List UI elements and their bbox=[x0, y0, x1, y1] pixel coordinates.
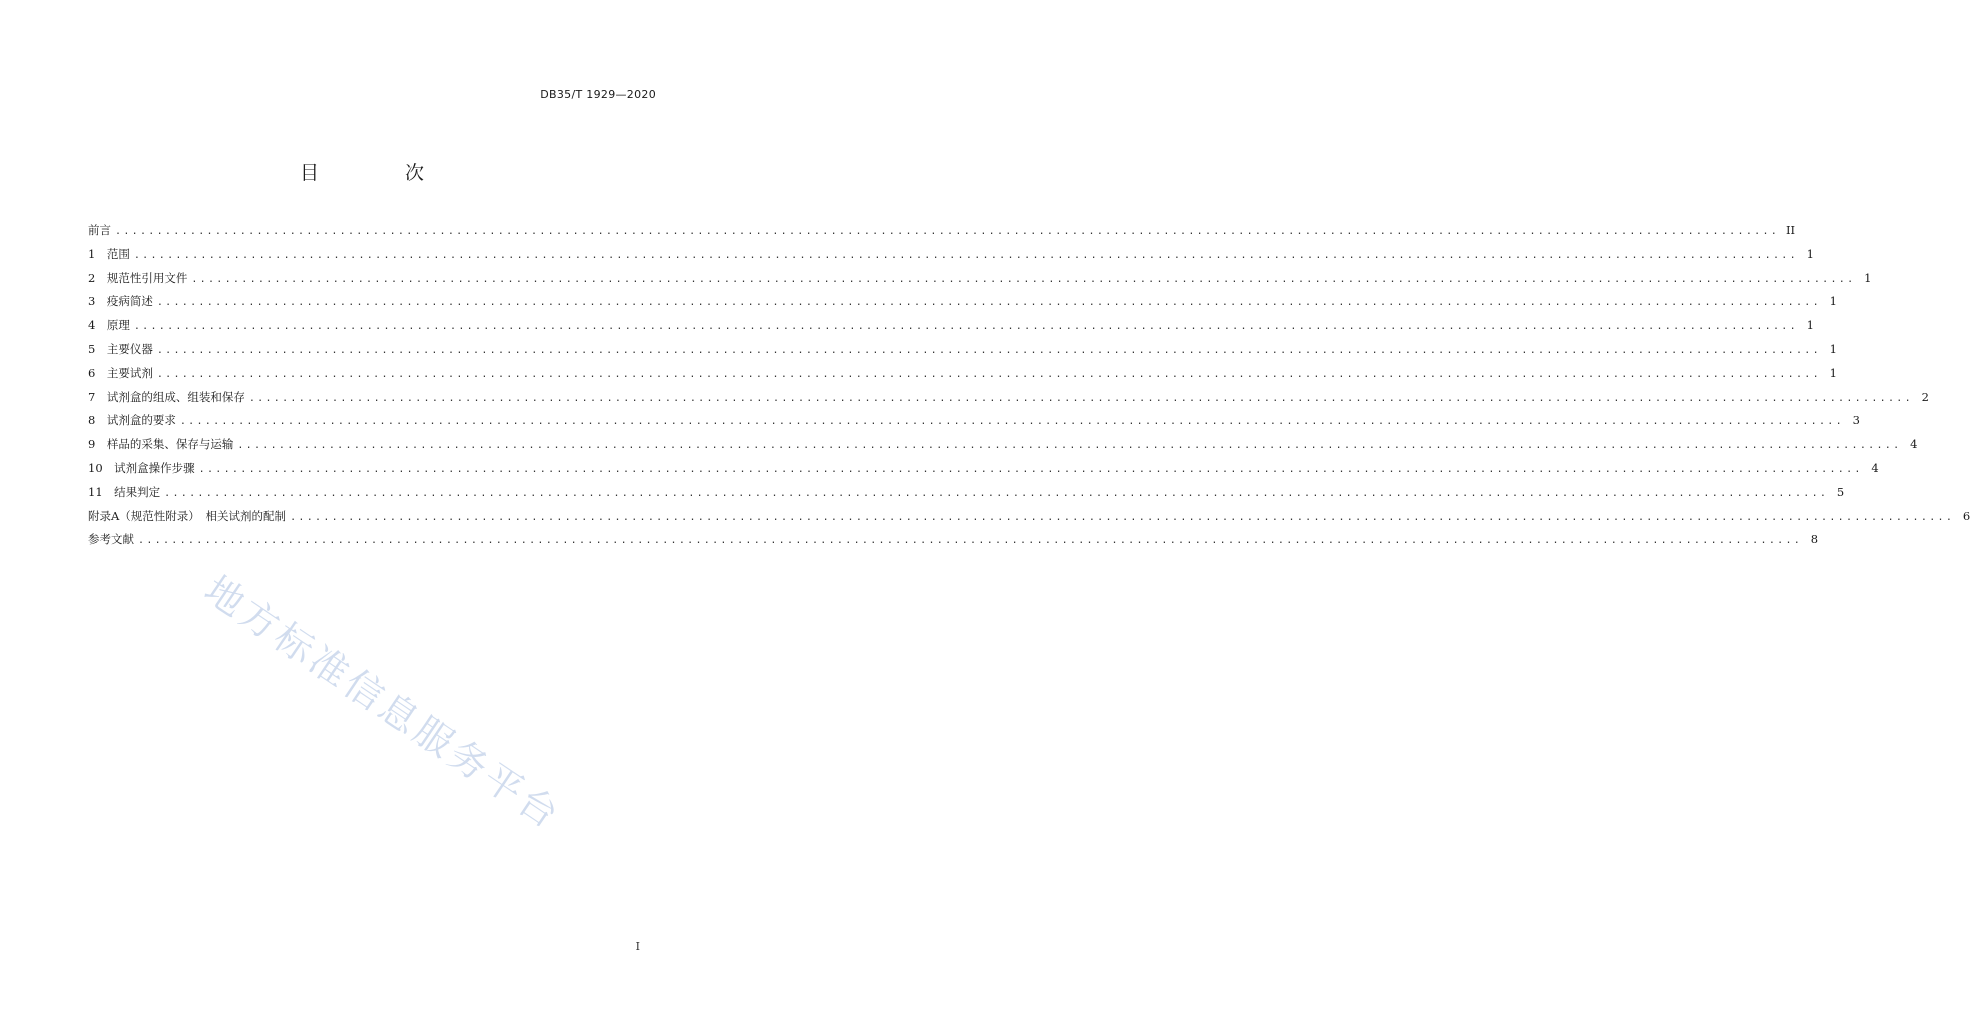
toc-entry-page: 2 bbox=[1921, 389, 1929, 404]
toc-entry[interactable] bbox=[88, 267, 1872, 291]
toc-entry[interactable] bbox=[88, 409, 1860, 433]
toc-leader-dots: ........................................................................................................................................................................................................ bbox=[115, 226, 1780, 237]
toc-entry[interactable] bbox=[88, 505, 1970, 529]
toc-entry-page: 1 bbox=[1829, 341, 1837, 356]
toc-entry-page: 5 bbox=[1836, 484, 1845, 499]
toc-entry[interactable] bbox=[88, 314, 1814, 338]
toc-entry-label: 参考文献 bbox=[88, 532, 134, 547]
toc-entry[interactable] bbox=[88, 243, 1814, 267]
toc-entry-label: 2 规范性引用文件 bbox=[88, 270, 188, 285]
toc-entry-label: 9 样品的采集、保存与运输 bbox=[88, 437, 234, 452]
toc-entry-page: 1 bbox=[1829, 294, 1837, 309]
table-of-contents bbox=[88, 219, 1970, 552]
toc-entry-page: 1 bbox=[1806, 246, 1814, 261]
toc-entry-page: 3 bbox=[1852, 413, 1860, 428]
toc-entry-page: 6 bbox=[1962, 508, 1970, 523]
toc-entry[interactable] bbox=[88, 219, 1796, 243]
toc-leader-dots: ........................................................................................................................................................................................................ bbox=[179, 416, 1844, 428]
toc-leader-dots: ........................................................................................................................................................................................................ bbox=[156, 344, 1821, 356]
toc-leader-dots: ........................................................................................................................................................................................................ bbox=[237, 440, 1902, 452]
toc-entry-label: 8 试剂盒的要求 bbox=[88, 413, 176, 428]
toc-entry-page: 1 bbox=[1864, 270, 1872, 285]
toc-entry-label: 11 结果判定 bbox=[88, 484, 161, 499]
toc-entry[interactable] bbox=[88, 457, 1879, 481]
toc-entry-page: 1 bbox=[1806, 318, 1814, 333]
toc-entry[interactable] bbox=[88, 386, 1929, 410]
toc-entry-label: 10 试剂盒操作步骤 bbox=[88, 460, 195, 475]
toc-entry-page: 4 bbox=[1910, 437, 1918, 452]
toc-leader-dots: ........................................................................................................................................................................................................ bbox=[133, 249, 1798, 261]
toc-entry[interactable] bbox=[88, 433, 1918, 457]
toc-entry-label: 前言 bbox=[88, 223, 111, 237]
document-code: DB35/T 1929—2020 bbox=[540, 88, 656, 101]
toc-leader-dots: ........................................................................................................................................................................................................ bbox=[248, 392, 1913, 404]
toc-entry-label: 附录A（规范性附录） 相关试剂的配制 bbox=[88, 508, 287, 523]
toc-leader-dots: ........................................................................................................................................................................................................ bbox=[156, 368, 1821, 380]
toc-entry[interactable] bbox=[88, 528, 1819, 552]
page-number: I bbox=[635, 940, 640, 953]
toc-leader-dots: ........................................................................................................................................................................................................ bbox=[138, 535, 1803, 547]
toc-entry-page: II bbox=[1786, 223, 1796, 237]
toc-entry-label: 7 试剂盒的组成、组装和保存 bbox=[88, 389, 245, 404]
toc-leader-dots: ........................................................................................................................................................................................................ bbox=[191, 273, 1856, 285]
toc-entry[interactable] bbox=[88, 362, 1837, 386]
toc-entry[interactable] bbox=[88, 481, 1845, 505]
toc-leader-dots: ........................................................................................................................................................................................................ bbox=[198, 463, 1863, 475]
toc-leader-dots: ........................................................................................................................................................................................................ bbox=[156, 297, 1821, 309]
toc-leader-dots: ........................................................................................................................................................................................................ bbox=[164, 487, 1829, 499]
toc-entry-label: 5 主要仪器 bbox=[88, 341, 153, 356]
toc-entry-label: 4 原理 bbox=[88, 318, 130, 333]
toc-entry-page: 1 bbox=[1829, 365, 1837, 380]
toc-entry[interactable] bbox=[88, 338, 1837, 362]
toc-entry-label: 6 主要试剂 bbox=[88, 365, 153, 380]
toc-entry-page: 4 bbox=[1871, 460, 1879, 475]
toc-entry-page: 8 bbox=[1810, 532, 1819, 547]
page-title: 目 次 bbox=[299, 162, 465, 184]
toc-entry-label: 3 疫病简述 bbox=[88, 294, 153, 309]
watermark: 地方标准信息服务平台 bbox=[196, 567, 570, 839]
toc-leader-dots: ........................................................................................................................................................................................................ bbox=[290, 511, 1955, 523]
toc-entry[interactable] bbox=[88, 290, 1837, 314]
toc-leader-dots: ........................................................................................................................................................................................................ bbox=[133, 321, 1798, 333]
toc-entry-label: 1 范围 bbox=[88, 246, 130, 261]
